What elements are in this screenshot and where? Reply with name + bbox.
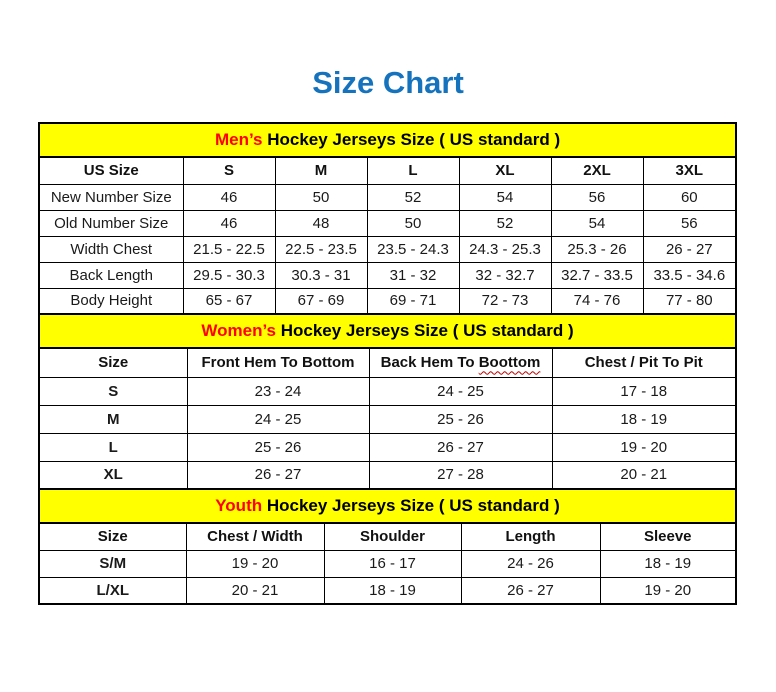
row-label: L/XL: [39, 577, 186, 604]
cell: 54: [459, 184, 551, 210]
cell: 23.5 - 24.3: [367, 236, 459, 262]
cell: 24.3 - 25.3: [459, 236, 551, 262]
cell: 67 - 69: [275, 288, 367, 314]
cell: 69 - 71: [367, 288, 459, 314]
cell: 32.7 - 33.5: [551, 262, 643, 288]
cell: 17 - 18: [552, 377, 736, 405]
cell: 19 - 20: [600, 577, 736, 604]
table-row: [39, 262, 736, 288]
back-hem-label-prefix: Back Hem To: [380, 354, 479, 372]
column-header: L: [367, 157, 459, 184]
mens-section-banner: [39, 123, 736, 157]
column-header-misspelled: [369, 348, 552, 377]
cell: 25.3 - 26: [551, 236, 643, 262]
cell: 32 - 32.7: [459, 262, 551, 288]
youth-header-row: [39, 523, 736, 550]
page-title: Size Chart: [312, 65, 464, 100]
mens-banner-highlight: Men’s: [214, 130, 263, 149]
cell: 26 - 27: [369, 433, 552, 461]
cell: 26 - 27: [187, 461, 369, 489]
column-header: 2XL: [551, 157, 643, 184]
cell: 27 - 28: [369, 461, 552, 489]
cell: 20 - 21: [186, 577, 324, 604]
table-row: [39, 550, 736, 577]
cell: 31 - 32: [367, 262, 459, 288]
cell: 22.5 - 23.5: [275, 236, 367, 262]
row-label: S/M: [39, 550, 186, 577]
column-header: 3XL: [643, 157, 736, 184]
table-row: [39, 433, 736, 461]
column-header: M: [275, 157, 367, 184]
table-row: [39, 210, 736, 236]
cell: 21.5 - 22.5: [183, 236, 275, 262]
youth-banner-text: Hockey Jerseys Size ( US standard ): [262, 496, 560, 515]
column-header: Shoulder: [324, 523, 461, 550]
table-row: [39, 577, 736, 604]
column-header: Length: [461, 523, 600, 550]
cell: 50: [367, 210, 459, 236]
cell: 24 - 25: [187, 405, 369, 433]
cell: 20 - 21: [552, 461, 736, 489]
youth-size-table: [38, 488, 737, 605]
youth-section-banner: [39, 489, 736, 523]
cell: 54: [551, 210, 643, 236]
column-header: Front Hem To Bottom: [187, 348, 369, 377]
row-label: Back Length: [39, 262, 183, 288]
mens-size-table: [38, 122, 737, 315]
womens-banner-row: [39, 314, 736, 348]
row-label: XL: [39, 461, 187, 489]
row-label: L: [39, 433, 187, 461]
youth-banner-row: [39, 489, 736, 523]
cell: 52: [367, 184, 459, 210]
table-row: [39, 288, 736, 314]
table-row: [39, 184, 736, 210]
cell: 24 - 26: [461, 550, 600, 577]
womens-header-row: [39, 348, 736, 377]
column-header: S: [183, 157, 275, 184]
cell: 29.5 - 30.3: [183, 262, 275, 288]
column-header: Size: [39, 348, 187, 377]
womens-section-banner: [39, 314, 736, 348]
column-header: Size: [39, 523, 186, 550]
cell: 77 - 80: [643, 288, 736, 314]
womens-banner-text: Hockey Jerseys Size ( US standard ): [276, 321, 574, 340]
cell: 65 - 67: [183, 288, 275, 314]
cell: 19 - 20: [186, 550, 324, 577]
womens-size-table: [38, 313, 737, 490]
column-header: Chest / Pit To Pit: [552, 348, 736, 377]
cell: 19 - 20: [552, 433, 736, 461]
size-chart-tables: [38, 122, 737, 605]
cell: 24 - 25: [369, 377, 552, 405]
cell: 60: [643, 184, 736, 210]
cell: 72 - 73: [459, 288, 551, 314]
cell: 56: [643, 210, 736, 236]
column-header: XL: [459, 157, 551, 184]
cell: 25 - 26: [187, 433, 369, 461]
cell: 18 - 19: [324, 577, 461, 604]
cell: 33.5 - 34.6: [643, 262, 736, 288]
cell: 56: [551, 184, 643, 210]
mens-banner-row: [39, 123, 736, 157]
cell: 46: [183, 184, 275, 210]
cell: 18 - 19: [600, 550, 736, 577]
column-header: Sleeve: [600, 523, 736, 550]
cell: 52: [459, 210, 551, 236]
table-row: [39, 405, 736, 433]
cell: 26 - 27: [461, 577, 600, 604]
row-label: Old Number Size: [39, 210, 183, 236]
mens-banner-text: Hockey Jerseys Size ( US standard ): [262, 130, 561, 149]
cell: 23 - 24: [187, 377, 369, 405]
youth-banner-highlight: Youth: [215, 496, 263, 515]
table-row: [39, 461, 736, 489]
table-row: [39, 377, 736, 405]
cell: 74 - 76: [551, 288, 643, 314]
row-label: Body Height: [39, 288, 183, 314]
cell: 30.3 - 31: [275, 262, 367, 288]
row-label: M: [39, 405, 187, 433]
cell: 26 - 27: [643, 236, 736, 262]
back-hem-label-misspelled-word: Boottom: [478, 354, 541, 372]
cell: 46: [183, 210, 275, 236]
column-header: Chest / Width: [186, 523, 324, 550]
cell: 18 - 19: [552, 405, 736, 433]
mens-header-row: [39, 157, 736, 184]
cell: 50: [275, 184, 367, 210]
row-label: Width Chest: [39, 236, 183, 262]
column-header: US Size: [39, 157, 183, 184]
cell: 48: [275, 210, 367, 236]
table-row: [39, 236, 736, 262]
row-label: S: [39, 377, 187, 405]
womens-banner-highlight: Women’s: [201, 321, 276, 340]
row-label: New Number Size: [39, 184, 183, 210]
cell: 25 - 26: [369, 405, 552, 433]
cell: 16 - 17: [324, 550, 461, 577]
